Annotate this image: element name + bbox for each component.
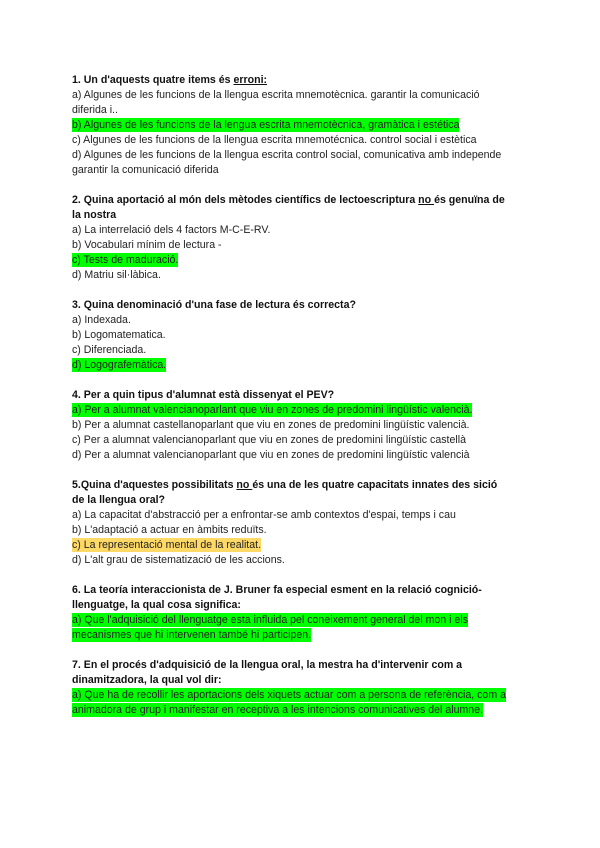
answer-text: a) La capacitat d'abstracció per a enfrontar-se amb contextos d'espai, temps i cau	[72, 509, 456, 521]
answer-option	[72, 613, 542, 628]
question-text: és una de les quatre capacitats innates des sició	[252, 479, 498, 491]
answer-option	[72, 163, 542, 178]
answer-text: c) Algunes de les funcions de la llengua escrita mnemotécnica. control social i estètica	[72, 134, 477, 146]
answer-option	[72, 703, 542, 718]
highlighted-answer-text: b) Algunes de les funcions de la lengua escrita mnemotècnica, gramàtica i estética	[72, 119, 460, 131]
question-text: 1. Un d'aquests quatre items és	[72, 74, 234, 86]
highlighted-answer-text: a) Que l'adquisició del llenguatge esta influida pel coneixement general del mon i els	[72, 614, 469, 626]
answer-text: garantir la comunicació diferida	[72, 164, 219, 176]
question-block	[72, 73, 542, 178]
answer-option	[72, 523, 542, 538]
answer-option	[72, 223, 542, 238]
answer-text: a) Indexada.	[72, 314, 131, 326]
question-title-continued	[72, 673, 542, 688]
answer-option	[72, 148, 542, 163]
answer-option	[72, 508, 542, 523]
answer-option	[72, 253, 542, 268]
question-text: 3. Quina denominació d'una fase de lectura és correcta?	[72, 299, 356, 311]
question-title-continued	[72, 493, 542, 508]
question-text: 5.Quina d'aquestes possibilitats	[72, 479, 237, 491]
document-page	[72, 73, 542, 733]
question-block	[72, 583, 542, 643]
answer-text: a) La interrelació dels 4 factors M-C-E-RV.	[72, 224, 271, 236]
answer-text: c) Diferenciada.	[72, 344, 147, 356]
answer-option	[72, 268, 542, 283]
question-title-continued	[72, 208, 542, 223]
answer-text: a) Algunes de les funcions de la llengua escrita mnemotècnica. garantir la comunicació	[72, 89, 480, 101]
question-title	[72, 583, 542, 598]
answer-option	[72, 553, 542, 568]
question-title	[72, 478, 542, 493]
answer-text: b) Logomatematica.	[72, 329, 166, 341]
answer-text: d) Per a alumnat valencianoparlant que viu en zones de predomini lingüístic valencià	[72, 449, 470, 461]
highlighted-answer-text: c) La representació mental de la realitat.	[72, 539, 262, 551]
highlighted-answer-text: animadora de grup i manifestar en receptiva a les intencions comunicatives del alumne.	[72, 704, 484, 716]
question-title-continued	[72, 598, 542, 613]
answer-text: diferida i..	[72, 104, 118, 116]
answer-option	[72, 118, 542, 133]
question-title	[72, 73, 542, 88]
question-text: llenguatge, la qual cosa significa:	[72, 599, 241, 611]
answer-text: d) Matriu sil·làbica.	[72, 269, 161, 281]
answer-option	[72, 133, 542, 148]
question-block	[72, 658, 542, 718]
answer-option	[72, 313, 542, 328]
answer-option	[72, 448, 542, 463]
highlighted-answer-text: d) Logografemàtica.	[72, 359, 167, 371]
answer-option	[72, 358, 542, 373]
question-text: 4. Per a quin tipus d'alumnat està dissenyat el PEV?	[72, 389, 335, 401]
answer-option	[72, 538, 542, 553]
answer-option	[72, 343, 542, 358]
underlined-keyword: erroni:	[233, 74, 268, 86]
answer-option	[72, 103, 542, 118]
answer-text: d) Algunes de les funcions de la llengua escrita control social, comunicativa amb independe	[72, 149, 502, 161]
question-block	[72, 193, 542, 283]
question-text: 6. La teoría interaccionista de J. Bruner fa especial esment en la relació cognició-	[72, 584, 482, 596]
answer-option	[72, 88, 542, 103]
question-text: 2. Quina aportació al món dels mètodes científics de lectoescriptura	[72, 194, 419, 206]
answer-option	[72, 328, 542, 343]
answer-option	[72, 628, 542, 643]
question-block	[72, 298, 542, 373]
answer-text: b) Per a alumnat castellanoparlant que viu en zones de predomini lingüístic valencià.	[72, 419, 470, 431]
answer-text: d) L'alt grau de sistematizació de les accions.	[72, 554, 285, 566]
question-title	[72, 658, 542, 673]
question-title	[72, 193, 542, 208]
highlighted-answer-text: mecanismes que hi intervenen també hi participen.	[72, 629, 312, 641]
underlined-keyword: no	[418, 194, 435, 206]
answer-text: b) L'adaptació a actuar en àmbits reduïts.	[72, 524, 267, 536]
answer-option	[72, 433, 542, 448]
highlighted-answer-text: a) Que ha de recollir les aportacions dels xiquets actuar com a persona de referència, com a	[72, 689, 506, 701]
answer-option	[72, 238, 542, 253]
answer-text: c) Per a alumnat valencianoparlant que viu en zones de predomini lingüístic castellà	[72, 434, 466, 446]
question-text: la nostra	[72, 209, 117, 221]
question-block	[72, 388, 542, 463]
question-text: 7. En el procés d'adquisició de la llengua oral, la mestra ha d'intervenir com a	[72, 659, 463, 671]
highlighted-answer-text: a) Per a alumnat valencianoparlant que viu en zones de predomini lingüístic valencià.	[72, 404, 473, 416]
question-block	[72, 478, 542, 568]
question-title	[72, 298, 542, 313]
question-title	[72, 388, 542, 403]
underlined-keyword: no	[236, 479, 253, 491]
question-text: dinamitzadora, la qual vol dir:	[72, 674, 222, 686]
answer-option	[72, 418, 542, 433]
question-text: de la llengua oral?	[72, 494, 166, 506]
answer-option	[72, 688, 542, 703]
answer-option	[72, 403, 542, 418]
highlighted-answer-text: c) Tests de maduració.	[72, 254, 179, 266]
question-text: és genuïna de	[434, 194, 505, 206]
answer-text: b) Vocabulari mínim de lectura -	[72, 239, 222, 251]
